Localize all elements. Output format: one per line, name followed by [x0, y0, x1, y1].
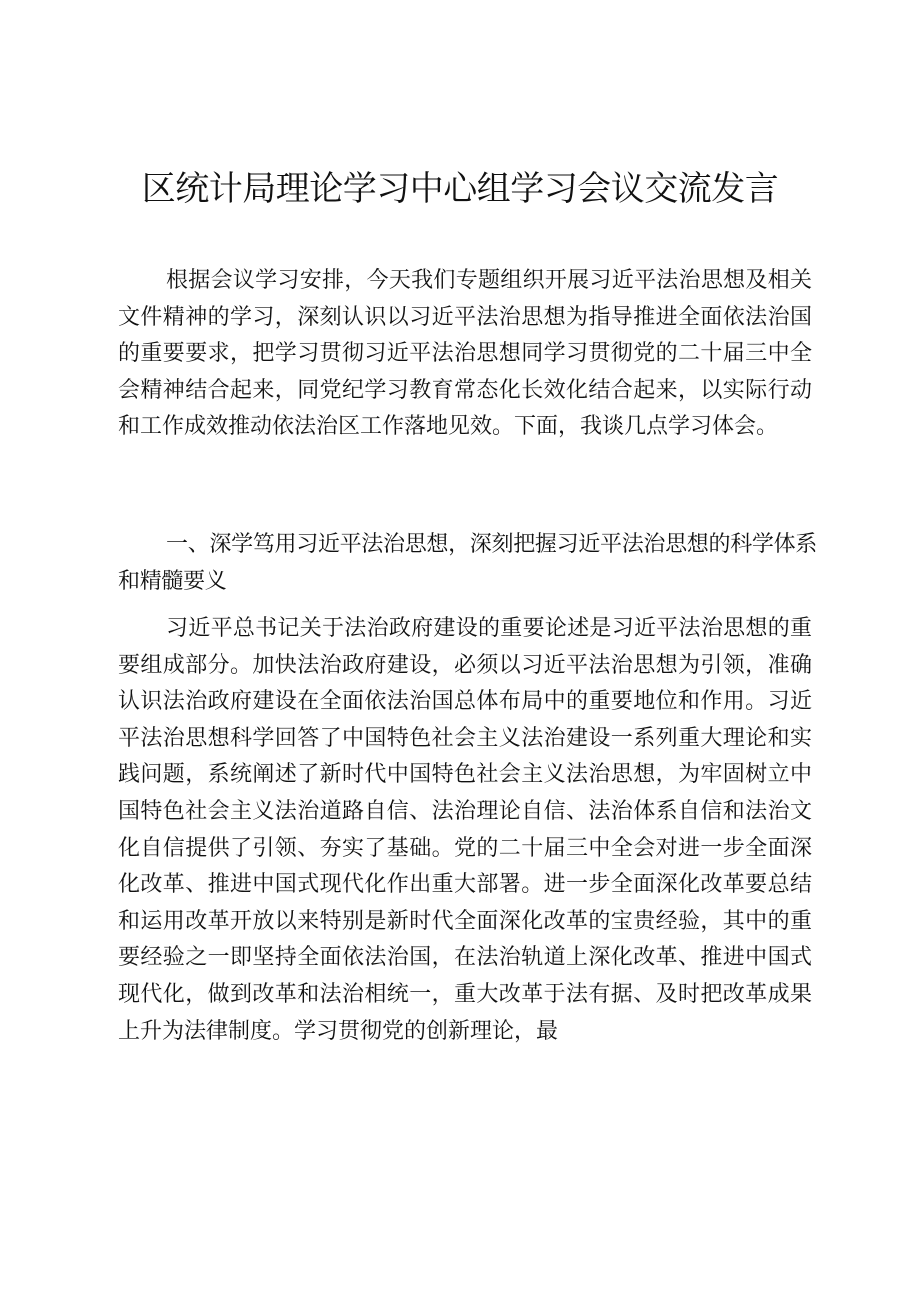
document-title: 区统计局理论学习中心组学习会议交流发言	[141, 169, 779, 209]
section-heading-1: 一、深学笃用习近平法治思想，深刻把握习近平法治思想的科学体系和精髓要义	[118, 532, 818, 594]
intro-paragraph: 根据会议学习安排，今天我们专题组织开展习近平法治思想及相关文件精神的学习，深刻认识以习近平法治思想为指导推进全面依法治国的重要要求，把学习贯彻习近平法治思想同学习贯彻党的二十届三中全会精神结合起来，同党纪学习教育常态化长效化结合起来，以实际行动和工作成效推动依法治区工作落地见效。下面，我谈几点学习体会。	[118, 268, 812, 439]
section-1-paragraph: 习近平总书记关于法治政府建设的重要论述是习近平法治思想的重要组成部分。加快法治政府建设，必须以习近平法治思想为引领，准确认识法治政府建设在全面依法治国总体布局中的重要地位和作用。习近平法治思想科学回答了中国特色社会主义法治建设一系列重大理论和实践问题，系统阐述了新时代中国特色社会主义法治思想，为牢固树立中国特色社会主义法治道路自信、法治理论自信、法治体系自信和法治文化自信提供了引领、夯实了基础。党的二十届三中全会对进一步全面深化改革、推进中国式现代化作出重大部署。进一步全面深化改革要总结和运用改革开放以来特别是新时代全面深化改革的宝贵经验，其中的重要经验之一即坚持全面依法治国，在法治轨道上深化改革、推进中国式现代化，做到改革和法治相统一，重大改革于法有据、及时把改革成果上升为法律制度。学习贯彻党的创新理论，最	[118, 616, 812, 1044]
